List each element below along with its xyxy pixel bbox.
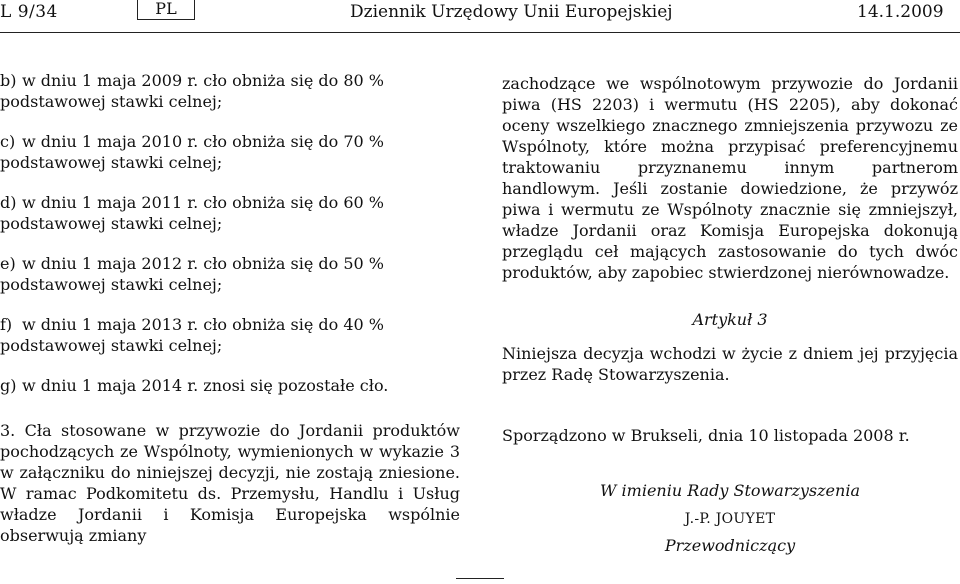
- signature-block: [502, 480, 958, 556]
- footer-divider: [456, 578, 504, 579]
- journal-title: Dziennik Urzędowy Unii Europejskiej: [350, 2, 673, 22]
- list-marker: b): [0, 71, 17, 90]
- list-item-text: w dniu 1 maja 2011 r. cło obniża się do 60 % podstawowej stawki celnej;: [0, 193, 384, 233]
- issue-date: 14.1.2009: [857, 2, 944, 22]
- list-item: [0, 192, 460, 234]
- list-item: [0, 70, 460, 112]
- signature-on-behalf: W imieniu Rady Stowarzyszenia: [600, 481, 860, 500]
- list-item: [0, 131, 460, 173]
- article-heading: Artykuł 3: [692, 310, 768, 329]
- list-item-text: w dniu 1 maja 2009 r. cło obniża się do 80 % podstawowej stawki celnej;: [0, 71, 384, 111]
- paragraph-3: 3. Cła stosowane w przywozie do Jordanii produktów pochodzących ze Wspólnoty, wymienionych w wykazie 3 w załączniku do niniejszej decyzji, nie zostają zniesione. W ramac Podkomitetu ds. Przemysłu, Handlu i Usług władze Jordanii i Komisja Europejska wspólnie obserwują zmiany: [0, 421, 460, 545]
- list-marker: g): [0, 376, 17, 395]
- header-divider: [0, 32, 960, 33]
- list-marker: e): [0, 254, 16, 273]
- signatory-name: J.-P. JOUYET: [684, 511, 776, 527]
- language-badge: PL: [137, 0, 195, 20]
- list-item-text: w dniu 1 maja 2014 r. znosi się pozostałe cło.: [22, 376, 389, 395]
- list-marker: d): [0, 193, 17, 212]
- list-item: [0, 253, 460, 295]
- article-text: Niniejsza decyzja wchodzi w życie z dniem jej przyjęcia przez Radę Stowarzyszenia.: [502, 344, 958, 384]
- list-item: [0, 375, 460, 396]
- left-column: [0, 70, 460, 546]
- page-reference: L 9/34: [0, 2, 58, 22]
- list-item-text: w dniu 1 maja 2012 r. cło obniża się do 50 % podstawowej stawki celnej;: [0, 254, 384, 294]
- list-item-text: w dniu 1 maja 2010 r. cło obniża się do 70 % podstawowej stawki celnej;: [0, 132, 384, 172]
- signatory-role: Przewodniczący: [664, 536, 796, 555]
- closing-formula: Sporządzono w Brukseli, dnia 10 listopada 2008 r.: [502, 426, 910, 445]
- right-column: [502, 73, 958, 556]
- paragraph-continuation: zachodzące we wspólnotowym przywozie do Jordanii piwa (HS 2203) i wermutu (HS 2205), aby dokonać oceny wszelkiego znacznego zmniejszenia przywozu ze Wspólnoty, które można przypisać preferencyjnemu traktowaniu przyznanemu innym partnerom handlowym. Jeśli zostanie dowiedzione, że przywóz piwa i wermutu ze Wspólnoty znacznie się zmniejszył, władze Jordanii oraz Komisja Europejska dokonują przeglądu ceł mających zastosowanie do tych dwóc produktów, aby zapobiec stwierdzonej nierównowadze.: [502, 74, 958, 282]
- list-marker: c): [0, 132, 16, 151]
- list-item: [0, 314, 460, 356]
- list-item-text: w dniu 1 maja 2013 r. cło obniża się do 40 % podstawowej stawki celnej;: [0, 315, 384, 355]
- page-header: [0, 0, 960, 40]
- list-marker: f): [0, 315, 13, 334]
